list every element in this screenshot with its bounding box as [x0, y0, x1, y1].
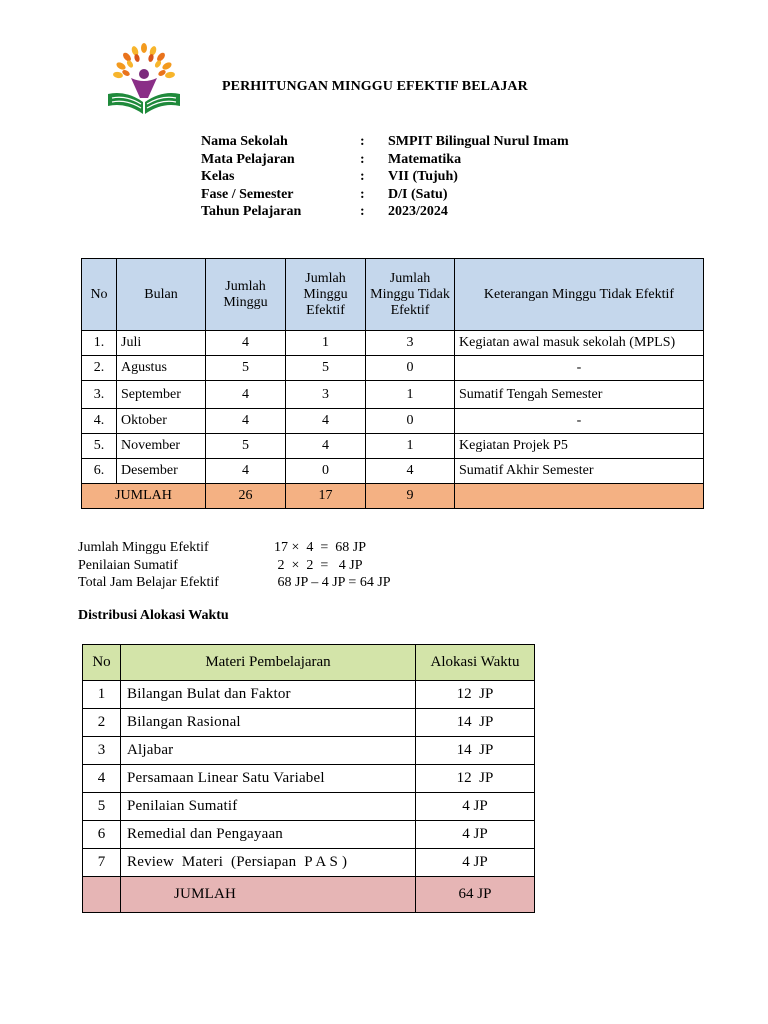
cell-allocation: 14 JP — [416, 737, 535, 765]
cell-effective: 5 — [286, 356, 366, 381]
table-row — [83, 737, 535, 765]
cell-weeks: 4 — [206, 459, 286, 484]
col-header-notes: Keterangan Minggu Tidak Efektif — [455, 259, 704, 331]
school-logo — [104, 42, 184, 118]
total-effective: 17 — [286, 484, 366, 509]
info-value: SMPIT Bilingual Nurul Imam — [388, 134, 569, 149]
col-header-weeks: Jumlah Minggu — [206, 259, 286, 331]
cell-allocation: 4 JP — [416, 793, 535, 821]
cell-no: 1. — [82, 331, 117, 356]
col-header-not-effective: Jumlah Minggu Tidak Efektif — [366, 259, 455, 331]
info-row-class — [201, 168, 569, 186]
cell-effective: 4 — [286, 409, 366, 434]
table-row — [83, 821, 535, 849]
total-weeks: 26 — [206, 484, 286, 509]
cell-weeks: 5 — [206, 356, 286, 381]
cell-material: Persamaan Linear Satu Variabel — [121, 765, 416, 793]
cell-material: Aljabar — [121, 737, 416, 765]
col-header-allocation: Alokasi Waktu — [416, 645, 535, 681]
calc-value: 2 × 2 = 4 JP — [274, 557, 363, 573]
cell-material: Remedial dan Pengayaan — [121, 821, 416, 849]
table-row — [82, 356, 704, 381]
info-row-school — [201, 133, 569, 151]
cell-effective: 1 — [286, 331, 366, 356]
table-row — [82, 331, 704, 356]
info-label: Mata Pelajaran — [201, 151, 295, 167]
calc-row — [78, 539, 391, 557]
total-not-effective: 9 — [366, 484, 455, 509]
cell-notes: Sumatif Tengah Semester — [455, 381, 704, 409]
cell-month: Desember — [117, 459, 206, 484]
logo-figure-head — [139, 69, 149, 79]
col-header-no: No — [83, 645, 121, 681]
cell-material: Penilaian Sumatif — [121, 793, 416, 821]
cell-notes: Kegiatan awal masuk sekolah (MPLS) — [455, 331, 704, 356]
cell-not-effective: 1 — [366, 434, 455, 459]
cell-notes: Kegiatan Projek P5 — [455, 434, 704, 459]
cell-no: 4 — [83, 765, 121, 793]
calc-value: 17 × 4 = 68 JP — [274, 540, 367, 555]
cell-not-effective: 1 — [366, 381, 455, 409]
cell-month: September — [117, 381, 206, 409]
calc-label: Penilaian Sumatif — [78, 557, 178, 573]
cell-no: 3 — [83, 737, 121, 765]
table-row — [83, 765, 535, 793]
info-value: 2023/2024 — [388, 204, 448, 220]
table-header-row — [82, 259, 704, 331]
col-header-material: Materi Pembelajaran — [121, 645, 416, 681]
info-row-year — [201, 203, 569, 221]
table-total-row — [82, 484, 704, 509]
cell-no: 6 — [83, 821, 121, 849]
info-row-phase — [201, 186, 569, 204]
table-total-row — [83, 877, 535, 913]
cell-no: 2. — [82, 356, 117, 381]
cell-weeks: 4 — [206, 381, 286, 409]
col-header-no: No — [82, 259, 117, 331]
cell-no: 6. — [82, 459, 117, 484]
cell-material: Review Materi (Persiapan P A S ) — [121, 849, 416, 877]
total-allocation: 64 JP — [416, 877, 535, 913]
info-row-subject — [201, 151, 569, 169]
table-row — [82, 459, 704, 484]
effective-weeks-table — [81, 258, 704, 509]
info-sep: : — [360, 169, 365, 185]
info-label: Fase / Semester — [201, 186, 294, 202]
cell-allocation: 4 JP — [416, 849, 535, 877]
calc-value: 68 JP – 4 JP = 64 JP — [274, 575, 391, 590]
cell-month: Oktober — [117, 409, 206, 434]
cell-notes: - — [455, 409, 704, 434]
calc-row — [78, 557, 391, 575]
cell-notes: - — [455, 356, 704, 381]
total-label: JUMLAH — [121, 877, 416, 913]
cell-weeks: 5 — [206, 434, 286, 459]
info-value: D/I (Satu) — [388, 186, 448, 202]
table-row — [82, 409, 704, 434]
calculation-block — [78, 539, 391, 592]
cell-not-effective: 4 — [366, 459, 455, 484]
cell-no: 5 — [83, 793, 121, 821]
cell-no: 1 — [83, 681, 121, 709]
cell-no: 3. — [82, 381, 117, 409]
cell-material: Bilangan Bulat dan Faktor — [121, 681, 416, 709]
info-sep: : — [360, 186, 365, 202]
cell-weeks: 4 — [206, 409, 286, 434]
total-notes — [455, 484, 704, 509]
info-label: Nama Sekolah — [201, 134, 288, 149]
info-value: Matematika — [388, 151, 462, 167]
table-row — [82, 381, 704, 409]
table-row — [82, 434, 704, 459]
cell-allocation: 12 JP — [416, 681, 535, 709]
info-sep: : — [360, 151, 365, 167]
total-label: JUMLAH — [82, 484, 206, 509]
time-allocation-table — [82, 644, 535, 913]
cell-weeks: 4 — [206, 331, 286, 356]
cell-not-effective: 0 — [366, 356, 455, 381]
cell-not-effective: 0 — [366, 409, 455, 434]
cell-no: 7 — [83, 849, 121, 877]
school-info — [201, 133, 569, 221]
info-value: VII (Tujuh) — [388, 169, 458, 185]
calc-label: Jumlah Minggu Efektif — [78, 540, 209, 555]
cell-no: 4. — [82, 409, 117, 434]
col-header-month: Bulan — [117, 259, 206, 331]
logo-figure-body — [131, 78, 157, 98]
cell-not-effective: 3 — [366, 331, 455, 356]
cell-no: 2 — [83, 709, 121, 737]
col-header-effective: Jumlah Minggu Efektif — [286, 259, 366, 331]
cell-material: Bilangan Rasional — [121, 709, 416, 737]
calc-label: Total Jam Belajar Efektif — [78, 575, 219, 590]
page-title: PERHITUNGAN MINGGU EFEKTIF BELAJAR — [222, 79, 528, 94]
table-row — [83, 793, 535, 821]
total-no — [83, 877, 121, 913]
calc-row — [78, 574, 391, 592]
cell-month: Juli — [117, 331, 206, 356]
info-label: Kelas — [201, 169, 235, 185]
table-row — [83, 709, 535, 737]
cell-notes: Sumatif Akhir Semester — [455, 459, 704, 484]
cell-allocation: 4 JP — [416, 821, 535, 849]
table-row — [83, 681, 535, 709]
cell-effective: 3 — [286, 381, 366, 409]
cell-allocation: 12 JP — [416, 765, 535, 793]
cell-month: November — [117, 434, 206, 459]
cell-no: 5. — [82, 434, 117, 459]
info-sep: : — [360, 134, 365, 149]
cell-month: Agustus — [117, 356, 206, 381]
cell-effective: 4 — [286, 434, 366, 459]
info-label: Tahun Pelajaran — [201, 204, 302, 220]
info-sep: : — [360, 204, 365, 220]
cell-allocation: 14 JP — [416, 709, 535, 737]
table-row — [83, 849, 535, 877]
cell-effective: 0 — [286, 459, 366, 484]
table-header-row — [83, 645, 535, 681]
section-subtitle: Distribusi Alokasi Waktu — [78, 608, 229, 623]
